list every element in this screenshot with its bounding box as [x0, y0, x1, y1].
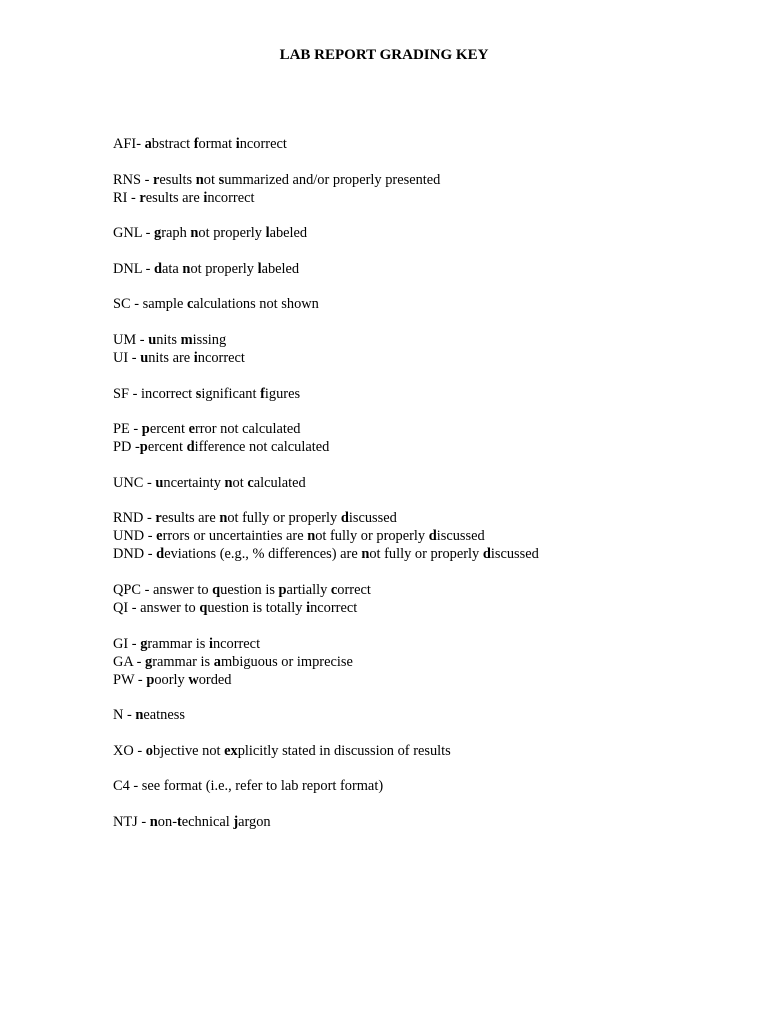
- key-letter: i: [306, 599, 311, 616]
- key-letter: w: [188, 671, 199, 688]
- key-letter: u: [140, 349, 149, 366]
- key-letter: u: [155, 474, 164, 491]
- key-text: ot: [203, 171, 219, 188]
- key-text: UNC -: [113, 474, 156, 491]
- key-letter: i: [208, 635, 213, 652]
- key-text: GI -: [113, 635, 141, 652]
- key-letter: a: [144, 136, 152, 152]
- key-entry: [113, 171, 733, 189]
- key-entry: [113, 349, 733, 367]
- key-group: [113, 777, 733, 795]
- key-letter: d: [482, 546, 491, 563]
- key-text: PW -: [113, 671, 147, 688]
- page-title: LAB REPORT GRADING KEY: [279, 47, 489, 63]
- key-text: esults are: [161, 510, 220, 527]
- key-letter: o: [145, 742, 153, 759]
- key-text: SC - sample: [113, 296, 187, 313]
- key-text: abeled: [261, 260, 300, 277]
- key-text: rammar is: [147, 635, 209, 652]
- key-group: [113, 331, 733, 367]
- key-text: DNL -: [113, 260, 155, 277]
- key-text: QPC - answer to: [113, 581, 213, 598]
- key-letter: q: [212, 581, 221, 598]
- key-entry: [113, 331, 733, 349]
- key-group: [113, 742, 733, 760]
- key-text: rammar is: [152, 653, 214, 670]
- key-text: C4 - see format (i.e., refer to lab report format): [113, 778, 384, 795]
- key-text: RNS -: [113, 171, 153, 188]
- key-group: [113, 224, 733, 242]
- key-text: rror not calculated: [194, 421, 301, 438]
- key-group: [113, 706, 733, 724]
- key-text: eviations (e.g., % differences) are: [164, 546, 362, 563]
- key-text: AFI-: [113, 136, 145, 152]
- key-text: NTJ -: [113, 813, 150, 830]
- key-text: uestion is: [220, 581, 279, 598]
- key-text: iscussed: [348, 510, 397, 527]
- key-entry: [113, 635, 733, 653]
- key-text: rrors or uncertainties are: [162, 528, 308, 545]
- key-letter: g: [154, 225, 162, 242]
- key-text: uestion is totally: [207, 599, 307, 616]
- key-text: DND -: [113, 546, 157, 563]
- key-group: [113, 635, 733, 689]
- key-letter: p: [141, 421, 150, 438]
- key-text: UM -: [113, 331, 149, 348]
- key-text: PE -: [113, 421, 142, 438]
- key-letter: g: [140, 635, 148, 652]
- key-group: [113, 813, 733, 831]
- key-text: orrect: [337, 581, 371, 598]
- key-text: bstract: [151, 136, 194, 152]
- key-text: nits are: [148, 349, 194, 366]
- key-text: ot fully or properly: [369, 546, 483, 563]
- key-entry: [113, 385, 733, 403]
- key-letter: m: [180, 331, 193, 348]
- key-text: PD -: [113, 439, 140, 456]
- key-entry: [113, 706, 733, 724]
- key-letter: n: [190, 225, 199, 242]
- key-group: [113, 385, 733, 403]
- key-text: issing: [192, 331, 227, 348]
- key-letter: d: [428, 528, 437, 545]
- key-letter: d: [156, 546, 165, 563]
- key-letter: f: [193, 136, 199, 152]
- key-text: ot properly: [198, 225, 266, 242]
- key-letter: s: [195, 385, 202, 402]
- key-letter: e: [156, 528, 163, 545]
- key-text: SF - incorrect: [113, 385, 196, 402]
- key-letter: p: [146, 671, 155, 688]
- key-letter: i: [235, 136, 240, 152]
- key-entry: [113, 474, 733, 492]
- key-group: [113, 509, 733, 563]
- key-entry: [113, 420, 733, 438]
- key-text: N -: [113, 707, 136, 724]
- key-text: ot fully or properly: [227, 510, 341, 527]
- key-letter: r: [155, 510, 162, 527]
- key-text: artially: [286, 581, 331, 598]
- key-letter: n: [149, 813, 158, 830]
- key-text: raph: [161, 225, 191, 242]
- key-entry: [113, 777, 733, 795]
- key-entry: [113, 224, 733, 242]
- key-text: ot properly: [190, 260, 258, 277]
- key-entry: [113, 545, 733, 563]
- key-letter: i: [193, 349, 198, 366]
- key-text: eatness: [143, 707, 185, 724]
- key-entry: [113, 295, 733, 313]
- key-text: ncertainty: [163, 474, 225, 491]
- key-text: ifference not calculated: [194, 439, 330, 456]
- key-entry: [113, 813, 733, 831]
- key-text: bjective not: [152, 742, 225, 759]
- key-text: nits: [156, 331, 181, 348]
- key-text: ormat: [198, 136, 236, 152]
- key-letter: n: [307, 528, 316, 545]
- key-letter: n: [224, 474, 233, 491]
- key-letter: a: [213, 653, 221, 670]
- key-text: echnical: [181, 813, 234, 830]
- key-text: igures: [264, 385, 301, 402]
- key-text: ercent: [149, 421, 189, 438]
- key-text: ata: [162, 260, 183, 277]
- key-entry: [113, 509, 733, 527]
- key-text: ncorrect: [207, 189, 255, 206]
- key-entry: [113, 599, 733, 617]
- key-text: iscussed: [490, 546, 539, 563]
- key-text: esults: [159, 171, 196, 188]
- key-text: alculations not shown: [193, 296, 319, 313]
- key-text: ummarized and/or properly presented: [224, 171, 441, 188]
- key-letter: c: [186, 296, 194, 313]
- key-text: RI -: [113, 189, 140, 206]
- key-text: ot: [232, 474, 248, 491]
- key-text: abeled: [269, 225, 308, 242]
- key-text: ot fully or properly: [315, 528, 429, 545]
- key-entry: [113, 438, 733, 456]
- key-letter: p: [278, 581, 287, 598]
- key-letter: f: [260, 385, 265, 402]
- key-group: [113, 135, 733, 153]
- key-text: esults are: [145, 189, 204, 206]
- key-text: UND -: [113, 528, 157, 545]
- key-text: plicitly stated in discussion of results: [237, 742, 451, 759]
- key-group: [113, 420, 733, 456]
- key-text: on-: [157, 813, 177, 830]
- key-letter: d: [186, 439, 195, 456]
- key-text: ercent: [147, 439, 187, 456]
- key-text: GA -: [113, 653, 145, 670]
- key-letter: l: [257, 260, 262, 277]
- key-entry: [113, 742, 733, 760]
- key-text: QI - answer to: [113, 599, 200, 616]
- key-text: alculated: [253, 474, 306, 491]
- key-letter: s: [218, 171, 225, 188]
- key-entry: [113, 653, 733, 671]
- key-letter: u: [148, 331, 157, 348]
- grading-key-list: [113, 135, 733, 831]
- key-letter: d: [340, 510, 349, 527]
- key-text: mbiguous or imprecise: [220, 653, 353, 670]
- key-letter: ex: [224, 742, 238, 759]
- key-text: GNL -: [113, 225, 155, 242]
- key-letter: c: [247, 474, 254, 491]
- key-text: ncorrect: [239, 136, 287, 152]
- key-text: XO -: [113, 742, 146, 759]
- key-letter: n: [195, 171, 204, 188]
- key-text: ncorrect: [310, 599, 358, 616]
- key-letter: j: [233, 813, 239, 830]
- key-letter: p: [139, 439, 148, 456]
- key-letter: q: [199, 599, 208, 616]
- key-entry: [113, 671, 733, 689]
- key-letter: r: [139, 189, 146, 206]
- key-letter: i: [203, 189, 208, 206]
- key-entry: [113, 135, 733, 153]
- key-entry: [113, 189, 733, 207]
- key-letter: n: [361, 546, 370, 563]
- key-letter: d: [154, 260, 163, 277]
- key-letter: n: [182, 260, 191, 277]
- key-entry: [113, 527, 733, 545]
- key-text: ncorrect: [197, 349, 245, 366]
- key-text: UI -: [113, 349, 141, 366]
- key-text: ncorrect: [212, 635, 261, 652]
- key-group: [113, 581, 733, 617]
- key-letter: l: [265, 225, 270, 242]
- key-entry: [113, 260, 733, 278]
- key-letter: c: [330, 581, 338, 598]
- key-group: [113, 474, 733, 492]
- key-letter: e: [188, 421, 195, 438]
- key-letter: t: [176, 813, 182, 830]
- key-letter: n: [219, 510, 228, 527]
- key-letter: n: [135, 707, 144, 724]
- key-letter: r: [152, 171, 160, 188]
- key-text: ignificant: [201, 385, 261, 402]
- key-text: argon: [238, 813, 271, 830]
- key-text: iscussed: [436, 528, 485, 545]
- key-group: [113, 295, 733, 313]
- key-group: [113, 260, 733, 278]
- key-text: oorly: [154, 671, 189, 688]
- key-group: [113, 171, 733, 207]
- key-entry: [113, 581, 733, 599]
- key-letter: g: [144, 653, 153, 670]
- key-text: orded: [198, 671, 232, 688]
- key-text: RND -: [113, 510, 156, 527]
